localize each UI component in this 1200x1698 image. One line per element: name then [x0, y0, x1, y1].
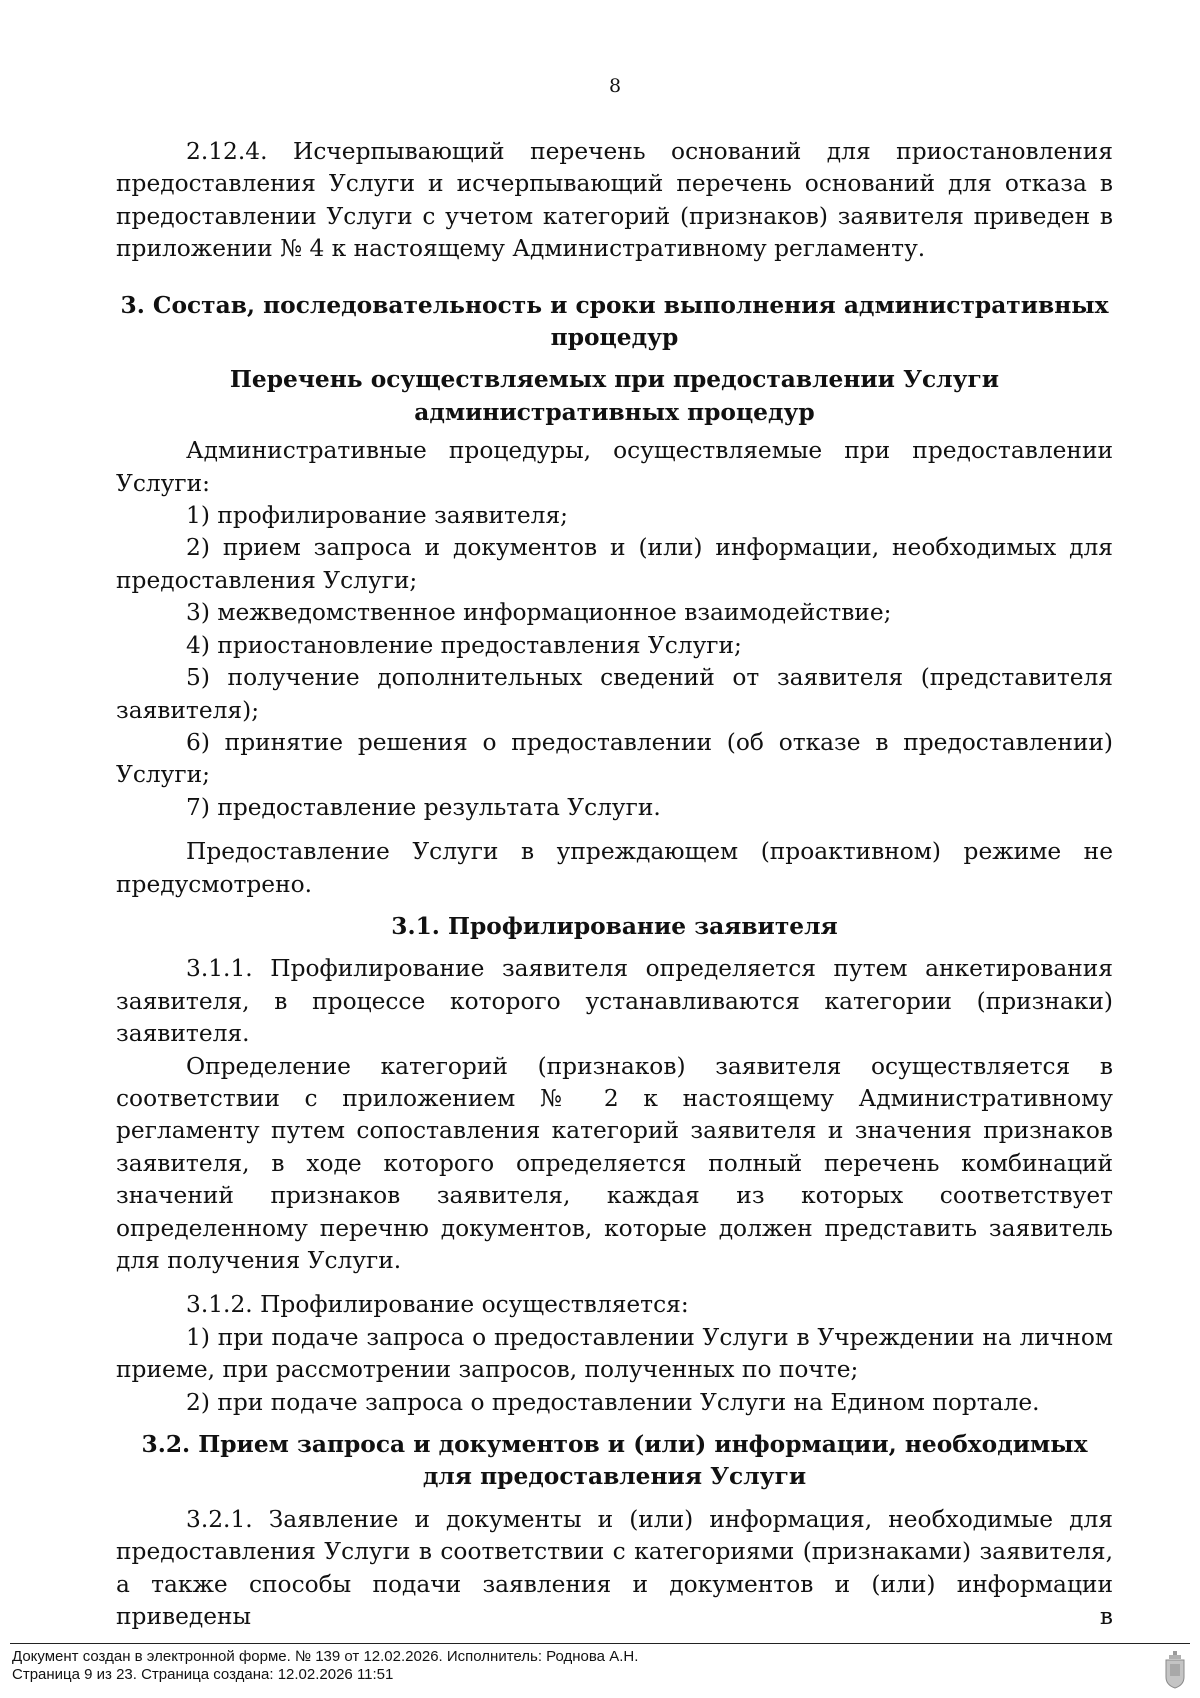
procedure-item: 1) профилирование заявителя; — [186, 502, 569, 530]
section-3-heading: 3. Состав, последовательность и сроки выполнения административных процедур — [120, 291, 1109, 352]
procedure-item: 2) прием запроса и документов и (или) информации, необходимых для предоставления Услуги; — [116, 534, 1113, 594]
footer-divider — [10, 1643, 1190, 1644]
section-3-2-heading: 3.2. Прием запроса и документов и (или) информации, необходимых для предоставления Услуги — [141, 1431, 1088, 1491]
procedures-list-heading: Перечень осуществляемых при предоставлении Услуги административных процедур — [229, 366, 1000, 426]
procedure-item: 4) приостановление предоставления Услуги; — [186, 631, 742, 659]
procedure-item: 7) предоставление результата Услуги. — [186, 793, 661, 821]
footer-line-1: Документ создан в электронной форме. № 139 от 12.02.2026. Исполнитель: Роднова А.Н. — [12, 1648, 639, 1665]
procedures-intro: Административные процедуры, осуществляемые при предоставлении Услуги: — [116, 437, 1113, 497]
paragraph-3-2-1: 3.2.1. Заявление и документы и (или) информация, необходимые для предоставления Услуги в соответствии с категориями (признаками) заявителя, а также способы подачи заявления и документов и (или) информации приведены в — [116, 1505, 1113, 1631]
procedure-item: 5) получение дополнительных сведений от заявителя (представителя заявителя); — [116, 664, 1113, 724]
document-footer — [12, 1648, 638, 1684]
paragraph-3-1-2: 3.1.2. Профилирование осуществляется: — [186, 1291, 689, 1319]
document-body — [116, 136, 1113, 1633]
page-number: 8 — [608, 75, 622, 97]
paragraph-2-12-4: 2.12.4. Исчерпывающий перечень оснований для приостановления предоставления Услуги и исчерпывающий перечень оснований для отказа в предоставлении Услуги с учетом категорий (признаков) заявителя приведен в приложении № 4 к настоящему Административному регламенту. — [116, 138, 1113, 263]
paragraph-3-1-1: 3.1.1. Профилирование заявителя определяется путем анкетирования заявителя, в процессе которого устанавливаются категории (признаки) заявителя. — [116, 955, 1113, 1048]
section-3-1-heading: 3.1. Профилирование заявителя — [391, 912, 838, 940]
paragraph-3-1-2-item-2: 2) при подаче запроса о предоставлении Услуги на Едином портале. — [186, 1388, 1040, 1416]
coat-of-arms-icon — [1164, 1651, 1186, 1689]
proactive-paragraph: Предоставление Услуги в упреждающем (проактивном) режиме не предусмотрено. — [116, 838, 1113, 898]
paragraph-3-1-2-item-1: 1) при подаче запроса о предоставлении Услуги в Учреждении на личном приеме, при рассмотрении запросов, полученных по почте; — [116, 1323, 1113, 1384]
procedure-item: 3) межведомственное информационное взаимодействие; — [186, 599, 892, 627]
footer-line-2: Страница 9 из 23. Страница создана: 12.02.2026 11:51 — [12, 1666, 394, 1683]
procedure-item: 6) принятие решения о предоставлении (об отказе в предоставлении) Услуги; — [116, 728, 1113, 789]
paragraph-categories: Определение категорий (признаков) заявителя осуществляется в соответствии с приложением № 2 к настоящему Административному регламенту путем сопоставления категорий заявителя и значения признаков заявителя, в ходе которого определяется полный перечень комбинаций значений признаков заявителя, каждая из которых соответствует определенному перечню документов, которые должен представить заявитель для получения Услуги. — [116, 1052, 1113, 1274]
